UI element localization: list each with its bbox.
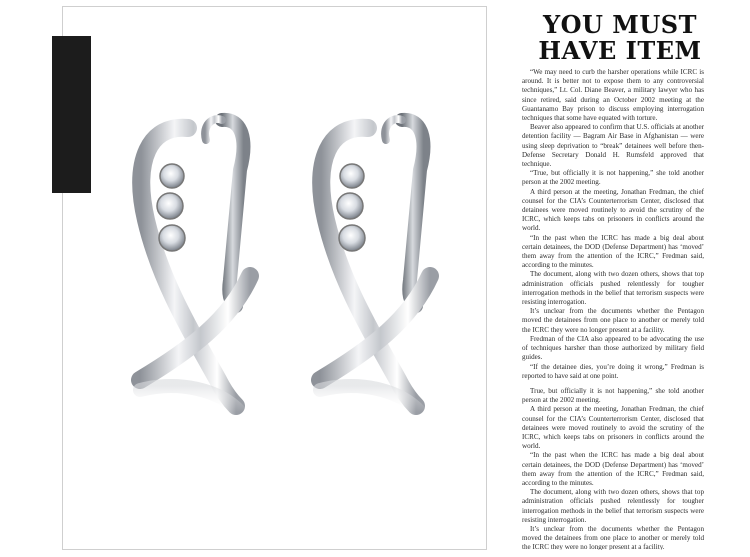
article-paragraph: “True, but officially it is not happening,” she told another person at the 2002 meeting. — [522, 169, 704, 187]
article-paragraph: A third person at the meeting, Jonathan Fredman, the chief counsel for the CIA’s Counterterrorism Center, disclosed that detainees were moved routinely to avoid the scrutiny of the ICRC, which keeps tabs on prisoners in conflicts around the world. — [522, 187, 704, 233]
headline-line-2: HAVE ITEM — [538, 36, 702, 65]
article-paragraph: Fredman of the CIA also appeared to be advocating the use of techniques harsher than those authorized by military field guides. — [522, 334, 704, 362]
article-paragraph: The document, along with two dozen others, shows that top administration officials pushed relentlessly for tougher interrogation methods in the belief that terrorism suspects were resisting interrogation. — [522, 488, 704, 524]
article-paragraph: “We may need to curb the harsher operations while ICRC is around. It is better not to expose them to any controversial techniques,” Lt. Col. Diane Beaver, a military lawyer who has since retired, said during an October 2002 meeting at the Guantanamo Bay prison to discuss employing interrogation techniques that some have equated with torture. — [522, 68, 704, 123]
headline-line-1: YOU MUST — [542, 10, 697, 39]
earring-left — [140, 119, 250, 412]
article-paragraph: “In the past when the ICRC has made a big deal about certain detainees, the DOD (Defense Department) has ‘moved’ them away from the attention of the ICRC,” Fredman said, according to the minutes. — [522, 451, 704, 487]
article-paragraph: Beaver also appeared to confirm that U.S. officials at another detention facility — Bagram Air Base in Afghanistan — were using sleep deprivation to “break” detainees well before then-Defense Secretary Donald H. Rumsfeld approved that technique. — [522, 123, 704, 169]
article-paragraph: True, but officially it is not happening,” she told another person at the 2002 meeting. — [522, 386, 704, 405]
article-paragraph: The document, along with two dozen others, shows that top administration officials pushed relentlessly for tougher interrogation methods in the belief that terrorism suspects were resisting interrogation. — [522, 270, 704, 307]
article-paragraph: “If the detainee dies, you’re doing it wrong,” Fredman is reported to have said at one point. — [522, 362, 704, 380]
article-paragraph: A third person at the meeting, Jonathan Fredman, the chief counsel for the CIA’s Counterterrorism Center, disclosed that detainees were moved routinely to avoid the scrutiny of the ICRC, which keeps tabs on prisoners in conflicts around the world. — [522, 405, 704, 451]
article-text — [522, 68, 704, 550]
article-paragraph: “In the past when the ICRC has made a big deal about certain detainees, the DOD (Defense Department) has ‘moved’ them away from the attention of the ICRC,” Fredman said, according to the minutes. — [522, 233, 704, 270]
product-photo-earrings — [80, 80, 460, 480]
earring-right — [320, 119, 430, 412]
article-paragraph: It’s unclear from the documents whether the Pentagon moved the detainees from one place to another or merely told the ICRC they were no longer present at a facility. — [522, 307, 704, 334]
headline — [515, 12, 725, 64]
article-paragraph: It’s unclear from the documents whether the Pentagon moved the detainees from one place to another or merely told the ICRC they were no longer present at a facility. — [522, 524, 704, 550]
